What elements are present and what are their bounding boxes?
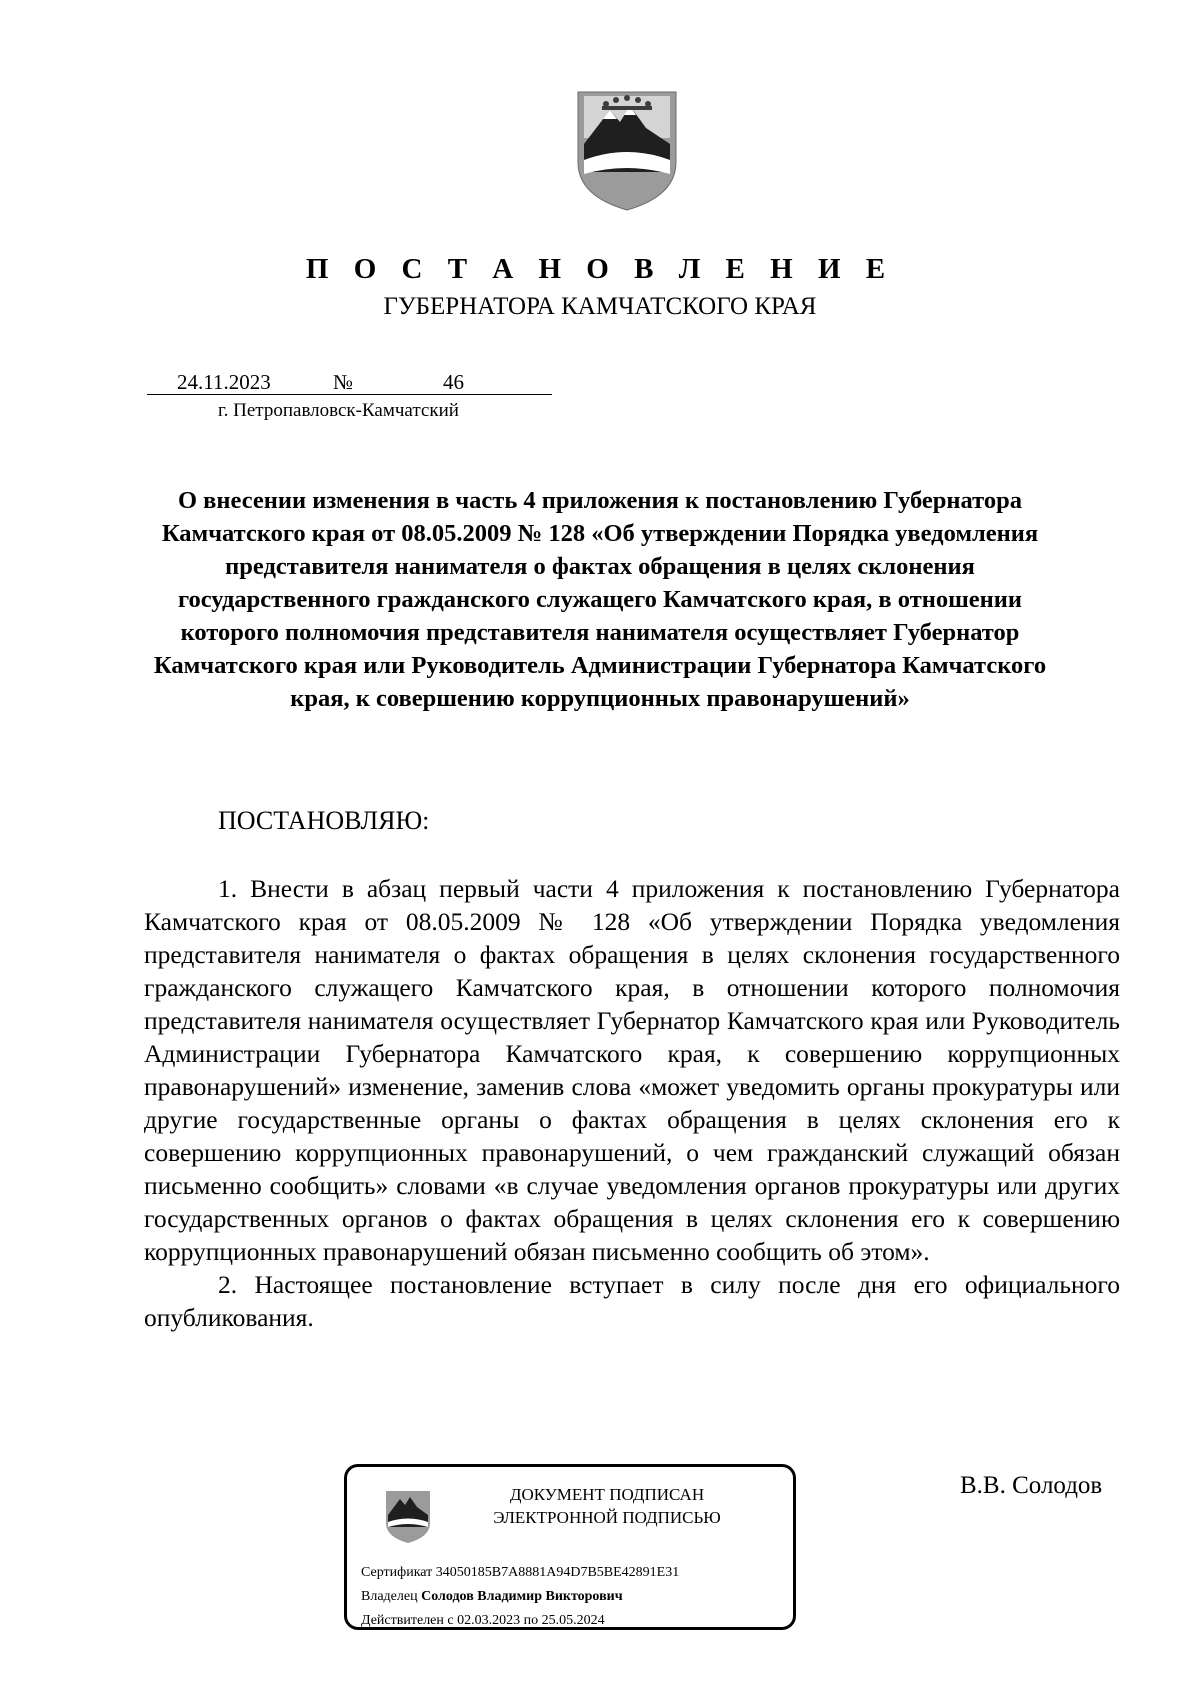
valid-from-date: 02.03.2023 <box>457 1613 521 1628</box>
coat-of-arms-icon <box>572 84 682 214</box>
owner-value: Солодов Владимир Викторович <box>421 1589 623 1604</box>
valid-to-date: 25.05.2024 <box>541 1613 605 1628</box>
certificate-value: 34050185B7A8881A94D7B5BE42891E31 <box>435 1565 680 1580</box>
document-issuer: ГУБЕРНАТОРА КАМЧАТСКОГО КРАЯ <box>383 293 817 320</box>
date-number-line <box>147 370 552 396</box>
document-date: 24.11.2023 <box>177 370 271 394</box>
valid-to-label: по <box>523 1613 539 1628</box>
valid-from-label: Действителен с <box>361 1613 454 1628</box>
electronic-signature-stamp <box>344 1464 796 1630</box>
stamp-heading <box>457 1483 757 1529</box>
document-type: П О С Т А Н О В Л Е Н И Е <box>305 253 895 285</box>
stamp-line-2: ЭЛЕКТРОННОЙ ПОДПИСЬЮ <box>493 1508 721 1527</box>
city-location: г. Петропавловск-Камчатский <box>218 400 459 421</box>
certificate-row <box>361 1565 679 1581</box>
document-title: О внесении изменения в часть 4 приложения к постановлению Губернатора Камчатского края от 08.05.2009 № 128 «Об утверждении Порядка уведомления представителя нанимателя о фактах обращения в целях склонения государственного гражданского служащего Камчатского края, в отношении которого полномочия представителя нанимателя осуществляет Губернатор Камчатского края или Руководитель Администрации Губернатора Камчатского края, к совершению коррупционных правонарушений» <box>153 487 1047 712</box>
document-number: 46 <box>443 370 464 394</box>
signer-name: В.В. Солодов <box>960 1472 1103 1499</box>
stamp-crest-icon <box>383 1487 433 1545</box>
stamp-line-1: ДОКУМЕНТ ПОДПИСАН <box>509 1485 705 1504</box>
decree-heading: ПОСТАНОВЛЯЮ: <box>218 806 430 835</box>
owner-label: Владелец <box>361 1589 418 1604</box>
number-sign: № <box>333 370 354 394</box>
document-body <box>144 872 1120 1334</box>
validity-row <box>361 1613 605 1629</box>
paragraph-2: 2. Настоящее постановление вступает в силу после дня его официального опубликования. <box>144 1270 1120 1332</box>
certificate-label: Сертификат <box>361 1565 433 1580</box>
owner-row <box>361 1589 623 1605</box>
paragraph-1: 1. Внести в абзац первый части 4 приложения к постановлению Губернатора Камчатского края от 08.05.2009 № 128 «Об утверждении Порядка уведомления представителя нанимателя о фактах обращения в целях склонения государственного гражданского служащего Камчатского края, в отношении которого полномочия представителя нанимателя осуществляет Губернатор Камчатского края или Руководитель Администрации Губернатора Камчатского края, к совершению коррупционных правонарушений» изменение, заменив слова «может уведомить органы прокуратуры или другие государственные органы о фактах обращения в целях склонения его к совершению коррупционных правонарушений, о чем гражданский служащий обязан письменно сообщить» словами «в случае уведомления органов прокуратуры или других государственных органов о фактах обращения в целях склонения его к совершению коррупционных правонарушений обязан письменно сообщить об этом». <box>144 874 1120 1266</box>
